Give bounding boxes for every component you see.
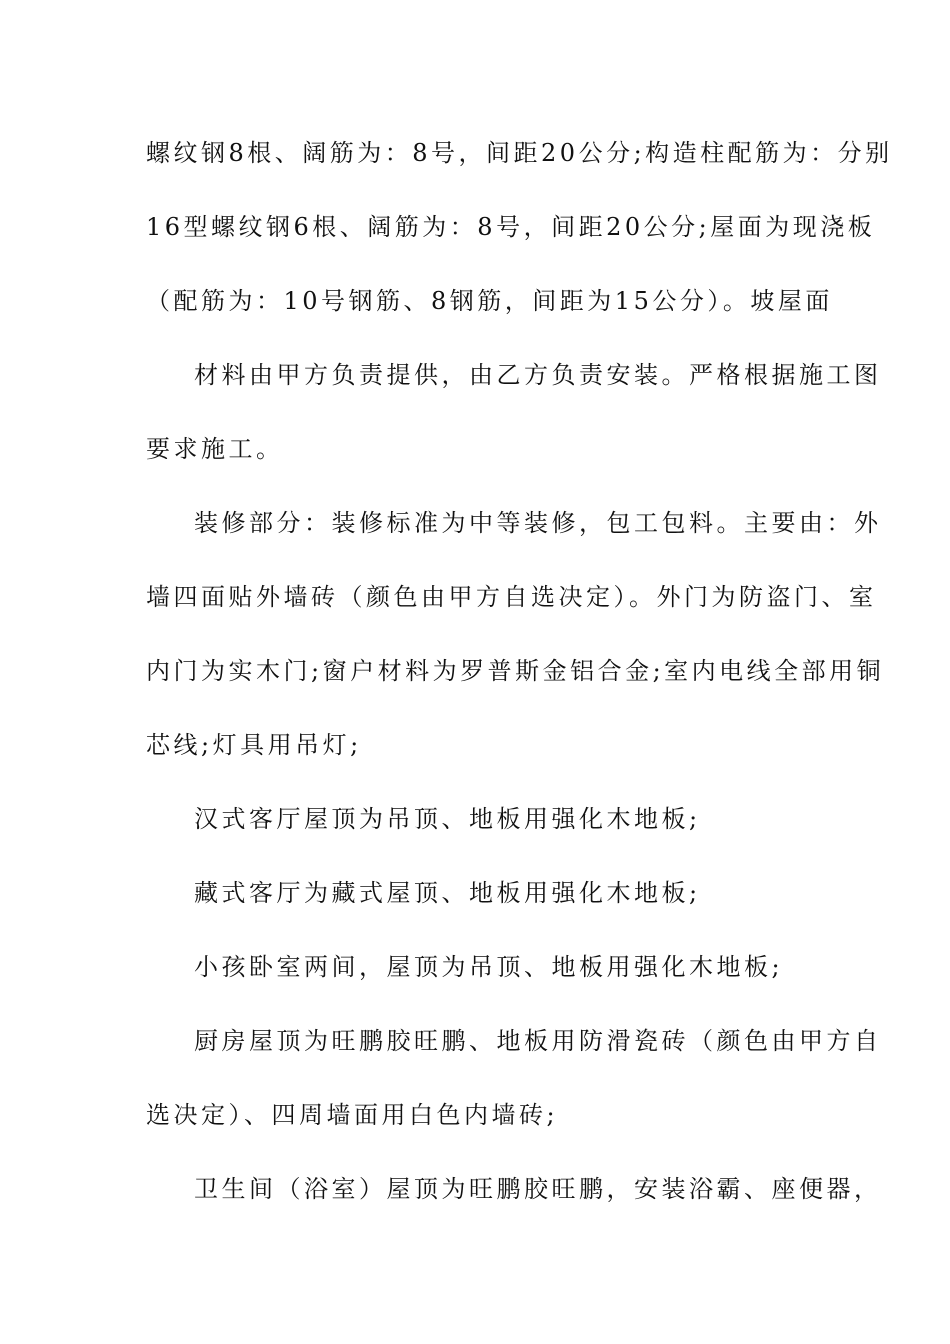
paragraph-start: 厨房屋顶为旺鹏胶旺鹏、地板用防滑瓷砖（颜色由甲方自 xyxy=(194,1027,882,1055)
paragraph-start: 装修部分：装修标准为中等装修，包工包料。主要由：外 xyxy=(194,509,882,537)
paragraph-start: 汉式客厅屋顶为吊顶、地板用强化木地板; xyxy=(194,805,701,833)
text-line: 内门为实木门;窗户材料为罗普斯金铝合金;室内电线全部用铜 xyxy=(146,657,885,685)
paragraph-start: 材料由甲方负责提供，由乙方负责安装。严格根据施工图 xyxy=(194,361,882,389)
text-line: 16型螺纹钢6根、阔筋为：8号，间距20公分;屋面为现浇板 xyxy=(146,213,876,241)
paragraph-start: 藏式客厅为藏式屋顶、地板用强化木地板; xyxy=(194,879,701,907)
text-line: 墙四面贴外墙砖（颜色由甲方自选决定）。外门为防盗门、室 xyxy=(146,583,877,611)
text-line: 芯线;灯具用吊灯; xyxy=(146,731,362,759)
paragraph-start: 卫生间（浴室）屋顶为旺鹏胶旺鹏，安装浴霸、座便器， xyxy=(194,1175,882,1203)
paragraph-start: 小孩卧室两间，屋顶为吊顶、地板用强化木地板; xyxy=(194,953,784,981)
text-line: （配筋为：10号钢筋、8钢筋，间距为15公分）。坡屋面 xyxy=(146,287,833,315)
text-line: 选决定）、四周墙面用白色内墙砖; xyxy=(146,1101,559,1129)
text-line: 要求施工。 xyxy=(146,435,284,463)
text-line: 螺纹钢8根、阔筋为：8号，间距20公分;构造柱配筋为：分别 xyxy=(146,139,893,167)
